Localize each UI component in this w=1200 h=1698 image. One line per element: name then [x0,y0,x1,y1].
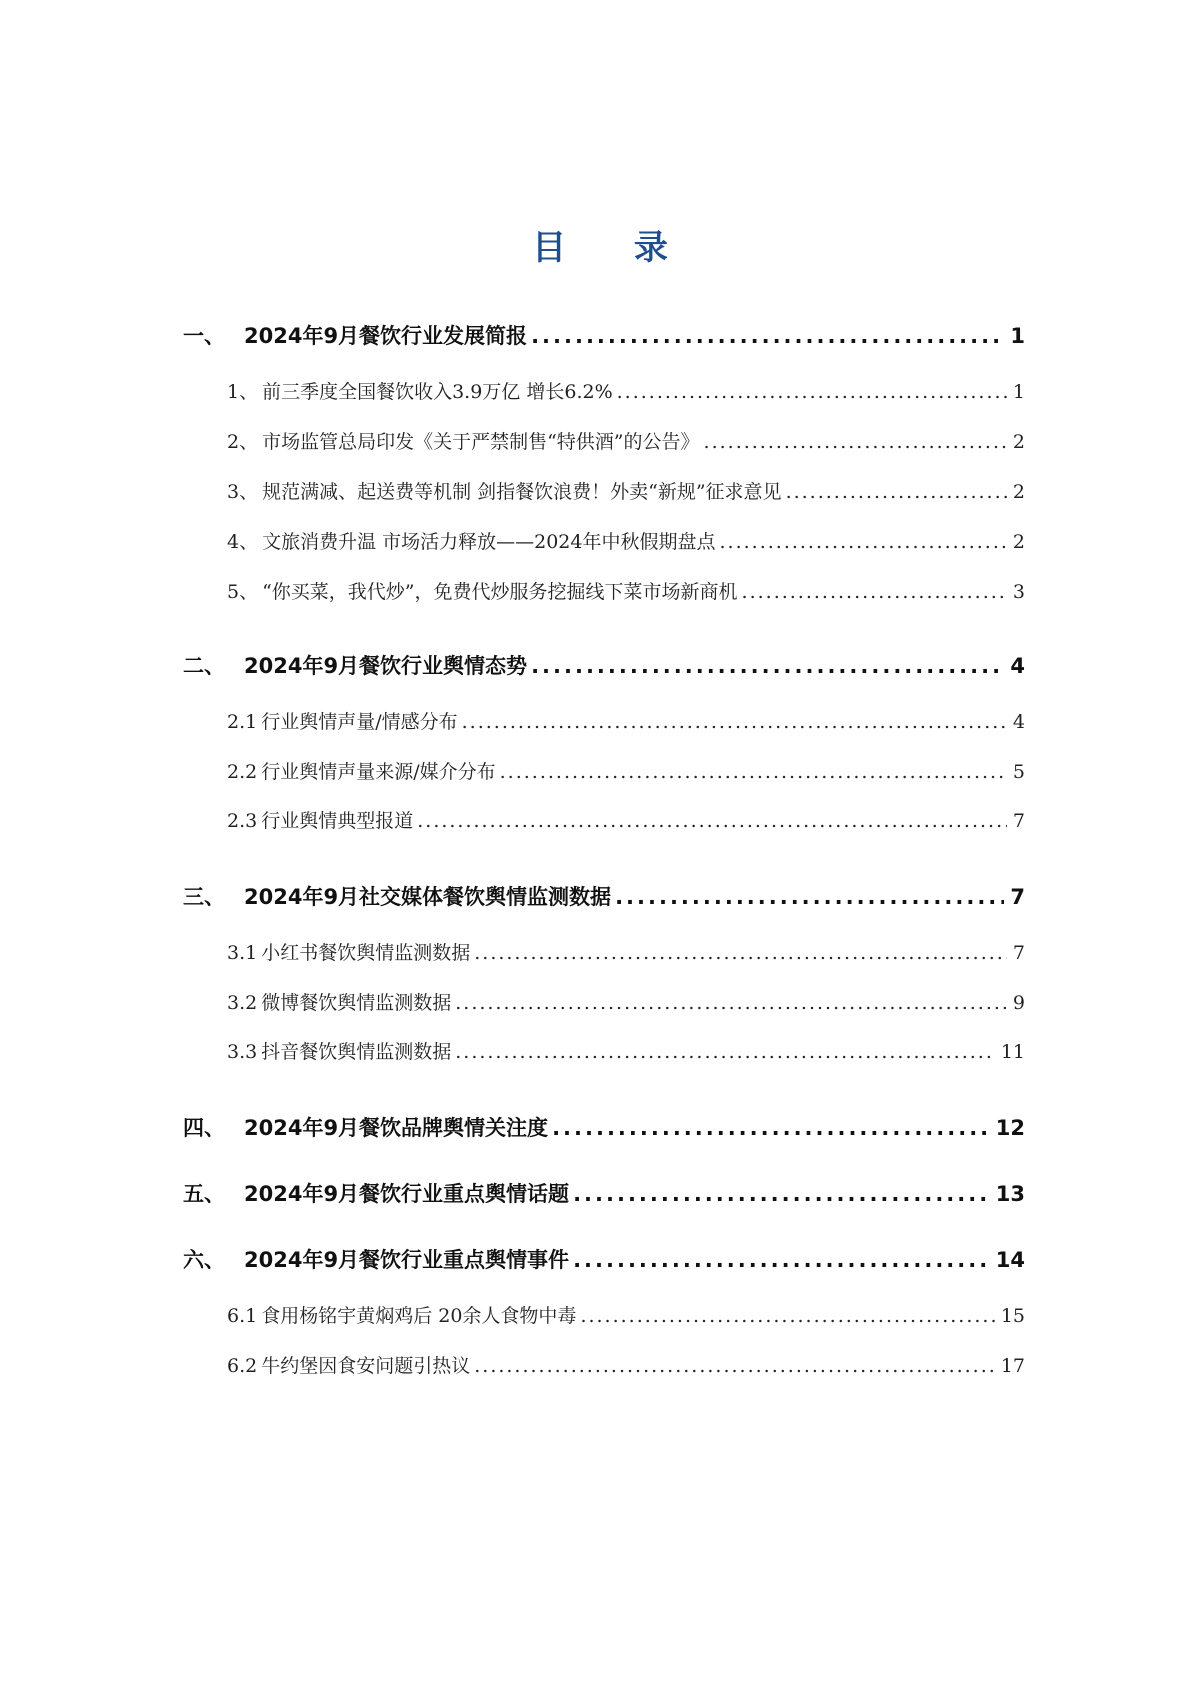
page-number: 1 [1012,381,1025,403]
page-title: 目 录 [532,228,696,268]
item-number: 3.1 [227,942,258,964]
item-title: 行业舆情声量/情感分布 [261,711,458,733]
dot-leader [462,708,1007,736]
toc-item-3-2[interactable] [227,989,1025,1017]
dot-leader [474,1352,995,1380]
dot-leader [552,1113,990,1143]
page-number: 15 [1000,1305,1025,1327]
toc-section-2[interactable] [183,651,1025,681]
item-number: 2.3 [227,810,258,832]
dot-leader [742,578,1007,606]
page-number: 2 [1012,481,1025,503]
section-number: 四、 [183,1116,225,1140]
item-title: 行业舆情声量来源/媒介分布 [261,761,496,783]
item-title: 市场监管总局印发《关于严禁制售“特供酒”的公告》 [262,431,700,453]
page-number: 1 [1010,324,1025,348]
toc-section-1[interactable] [183,321,1025,351]
item-number: 2.1 [227,711,258,733]
toc-item-6-2[interactable] [227,1352,1025,1380]
section-title: 2024年9月餐饮行业舆情态势 [244,654,528,678]
page-number: 2 [1012,531,1025,553]
item-title: 前三季度全国餐饮收入3.9万亿 增长6.2% [262,381,613,403]
item-number: 6.1 [227,1305,258,1327]
section-title: 2024年9月餐饮品牌舆情关注度 [244,1116,549,1140]
section-number: 五、 [183,1182,225,1206]
page-number: 4 [1010,654,1025,678]
dot-leader [786,478,1007,506]
dot-leader [580,1302,994,1330]
item-title: 小红书餐饮舆情监测数据 [261,942,471,964]
toc-item-1-3[interactable] [227,478,1025,506]
dot-leader [474,939,1007,967]
dot-leader [617,378,1007,406]
item-number: 4、 [227,531,259,553]
item-title: 抖音餐饮舆情监测数据 [261,1041,452,1063]
page-number: 7 [1012,942,1025,964]
page-number: 17 [1000,1355,1025,1377]
page-number: 7 [1012,810,1025,832]
toc-item-1-2[interactable] [227,428,1025,456]
toc-item-2-3[interactable] [227,807,1025,835]
section-number: 二、 [183,654,225,678]
page-number: 7 [1010,885,1025,909]
dot-leader [704,428,1007,456]
page-number: 13 [995,1182,1025,1206]
dot-leader [573,1179,990,1209]
section-number: 六、 [183,1248,225,1272]
toc-item-3-3[interactable] [227,1038,1025,1066]
section-title: 2024年9月餐饮行业发展简报 [244,324,528,348]
page-number: 5 [1012,761,1025,783]
dot-leader [531,651,1004,681]
page-number: 2 [1012,431,1025,453]
page-number: 3 [1012,581,1025,603]
toc-item-1-4[interactable] [227,528,1025,556]
page-number: 12 [995,1116,1025,1140]
item-number: 3、 [227,481,259,503]
section-title: 2024年9月餐饮行业重点舆情事件 [244,1248,570,1272]
toc-item-3-1[interactable] [227,939,1025,967]
dot-leader [500,758,1007,786]
dot-leader [720,528,1007,556]
item-title: 牛约堡因食安问题引热议 [261,1355,471,1377]
dot-leader [455,1038,995,1066]
toc-section-3[interactable] [183,882,1025,912]
toc-item-6-1[interactable] [227,1302,1025,1330]
section-number: 三、 [183,885,225,909]
item-title: 文旅消费升温 市场活力释放——2024年中秋假期盘点 [262,531,716,553]
page-number: 4 [1012,711,1025,733]
dot-leader [531,321,1004,351]
dot-leader [417,807,1007,835]
item-title: 食用杨铭宇黄焖鸡后 20余人食物中毒 [261,1305,577,1327]
item-title: 规范满减、起送费等机制 剑指餐饮浪费！外卖“新规”征求意见 [262,481,782,503]
dot-leader [455,989,1007,1017]
section-number: 一、 [183,324,225,348]
toc-item-1-5[interactable] [227,578,1025,606]
section-title: 2024年9月餐饮行业重点舆情话题 [244,1182,570,1206]
toc-section-4[interactable] [183,1113,1025,1143]
item-number: 1、 [227,381,259,403]
toc-section-6[interactable] [183,1245,1025,1275]
toc-section-5[interactable] [183,1179,1025,1209]
item-title: 微博餐饮舆情监测数据 [261,992,452,1014]
item-title: 行业舆情典型报道 [261,810,414,832]
item-title: “你买菜，我代炒”，免费代炒服务挖掘线下菜市场新商机 [262,581,738,603]
toc-item-2-1[interactable] [227,708,1025,736]
toc-item-2-2[interactable] [227,758,1025,786]
page-number: 11 [1000,1041,1025,1063]
page-number: 14 [995,1248,1025,1272]
item-number: 6.2 [227,1355,258,1377]
toc-item-1-1[interactable] [227,378,1025,406]
page-number: 9 [1012,992,1025,1014]
item-number: 3.3 [227,1041,258,1063]
item-number: 2.2 [227,761,258,783]
item-number: 5、 [227,581,259,603]
dot-leader [573,1245,990,1275]
item-number: 3.2 [227,992,258,1014]
item-number: 2、 [227,431,259,453]
section-title: 2024年9月社交媒体餐饮舆情监测数据 [244,885,612,909]
dot-leader [615,882,1004,912]
